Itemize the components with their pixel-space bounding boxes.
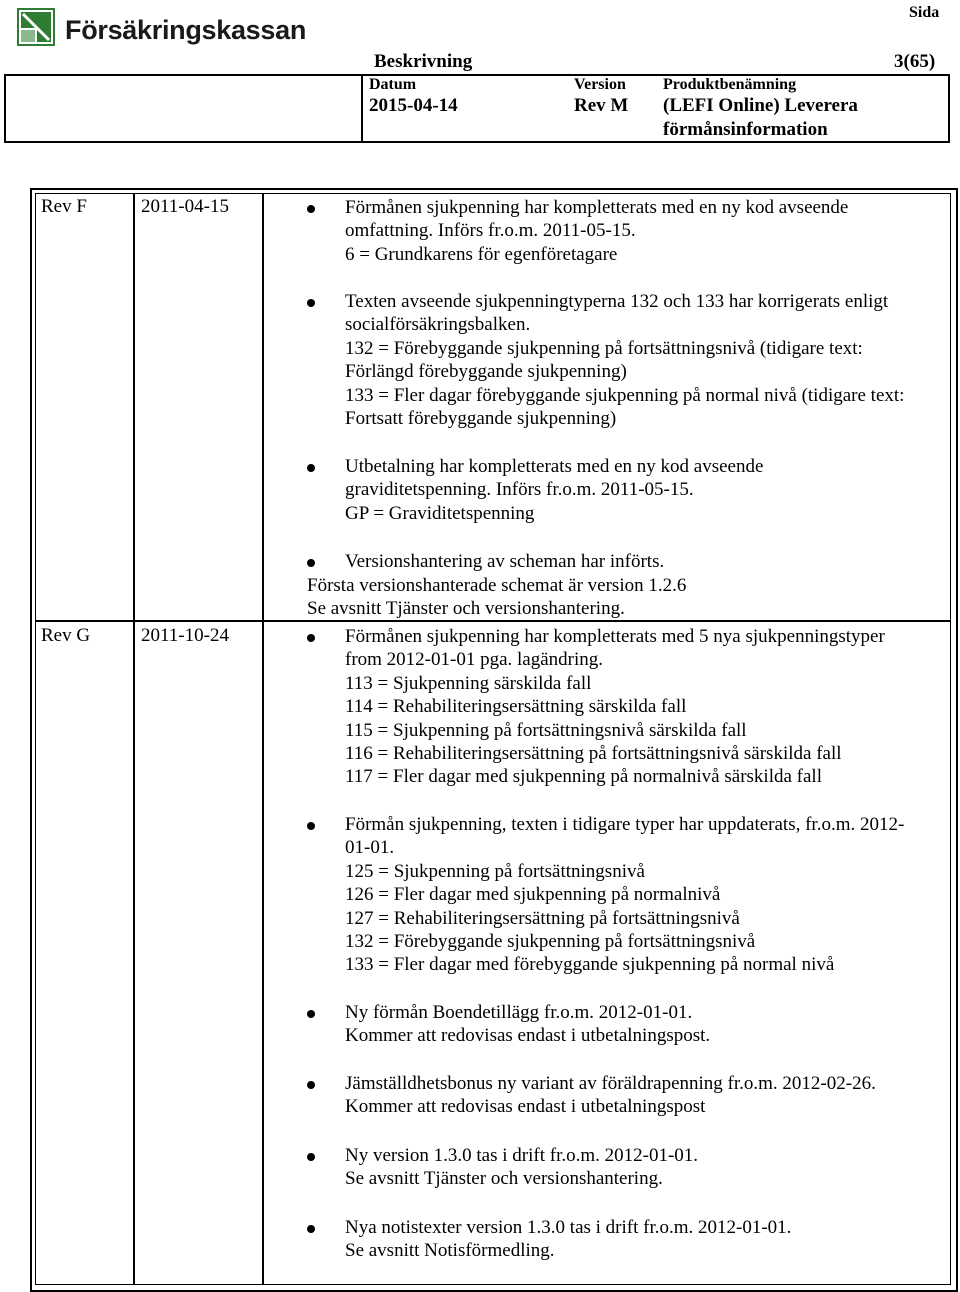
bullet-icon [307,1081,315,1089]
page-number: 3(65) [894,51,936,72]
bullet-icon [307,1153,315,1161]
bullet-icon [307,1010,315,1018]
list-item: Förmån sjukpenning, texten i tidigare typer har uppdaterats, fr.o.m. 2012- 01-01. 125 = Sjukpenning på fortsättningsnivå 126 = Fler dagar med sjukpenning på normalnivå 127 = Rehabiliteringsersättning på fortsättningsnivå 132 = Förebyggande sjukpenning på fortsättningsnivå 133 = Fler dagar med förebyggande sjukpenning på normal nivå [345,814,905,976]
product-name-line1: (LEFI Online) Leverera [663,95,858,116]
bullet-icon [307,559,315,567]
rev-date: 2011-04-15 [141,196,229,217]
list-item-note: Se avsnitt Tjänster och versionshantering. [307,598,625,619]
list-item: Jämställdhetsbonus ny variant av föräldrapenning fr.o.m. 2012-02-26. Kommer att redovisas endast i utbetalningspost [345,1073,876,1118]
version-value: Rev M [574,95,629,116]
rev-label: Rev G [41,625,91,646]
bullet-icon [307,634,315,642]
bullet-icon [307,464,315,472]
list-item: Texten avseende sjukpenningtyperna 132 och 133 har korrigerats enligt socialförsäkringsbalken. 132 = Förebyggande sjukpenning på fortsättningsnivå (tidigare text: Förlängd förebyggande sjukpenning) 133 = Fler dagar förebyggande sjukpenning på normal nivå (tidigare text: Fortsatt förebyggande sjukpenning) [345,291,905,430]
list-item: Nya notistexter version 1.3.0 tas i drift fr.o.m. 2012-01-01. Se avsnitt Notisförmedling. [345,1217,792,1262]
rev-label: Rev F [41,196,87,217]
logo-emblem-icon [17,8,55,46]
bullet-icon [307,205,315,213]
list-item: Ny version 1.3.0 tas i drift fr.o.m. 2012-01-01. Se avsnitt Tjänster och versionshantering. [345,1145,699,1190]
list-item: Ny förmån Boendetillägg fr.o.m. 2012-01-01. Kommer att redovisas endast i utbetalningspost. [345,1002,711,1047]
version-label: Version [574,76,626,93]
org-name: Försäkringskassan [65,15,307,45]
list-item: Versionshantering av scheman har införts. [345,551,665,572]
bullet-icon [307,822,315,830]
list-item-note: Första versionshanterade schemat är version 1.2.6 [307,575,687,596]
rev-date: 2011-10-24 [141,625,229,646]
bullet-icon [307,299,315,307]
date-value: 2015-04-14 [369,95,458,116]
product-name-line2: förmånsinformation [663,119,828,140]
product-label: Produktbenämning [663,76,797,93]
list-item: Utbetalning har kompletterats med en ny kod avseende graviditetspenning. Införs fr.o.m. 2011-05-15. GP = Graviditetspenning [345,456,764,524]
list-item: Förmånen sjukpenning har kompletterats med en ny kod avseende omfattning. Införs fr.o.m. 2011-05-15. 6 = Grundkarens för egenföretagare [345,197,849,265]
bullet-icon [307,1225,315,1233]
logo [15,6,315,48]
date-label: Datum [369,76,417,93]
list-item: Förmånen sjukpenning har kompletterats med 5 nya sjukpenningstyper from 2012-01-01 pga. lagändring. 113 = Sjukpenning särskilda fall 114 = Rehabiliteringsersättning särskilda fall 115 = Sjukpenning på fortsättningsnivå särskilda fall 116 = Rehabiliteringsersättning på fortsättningsnivå särskilda fall 117 = Fler dagar med sjukpenning på normalnivå särskilda fall [345,626,885,788]
doc-type: Beskrivning [374,51,473,72]
page-label: Sida [909,4,940,21]
